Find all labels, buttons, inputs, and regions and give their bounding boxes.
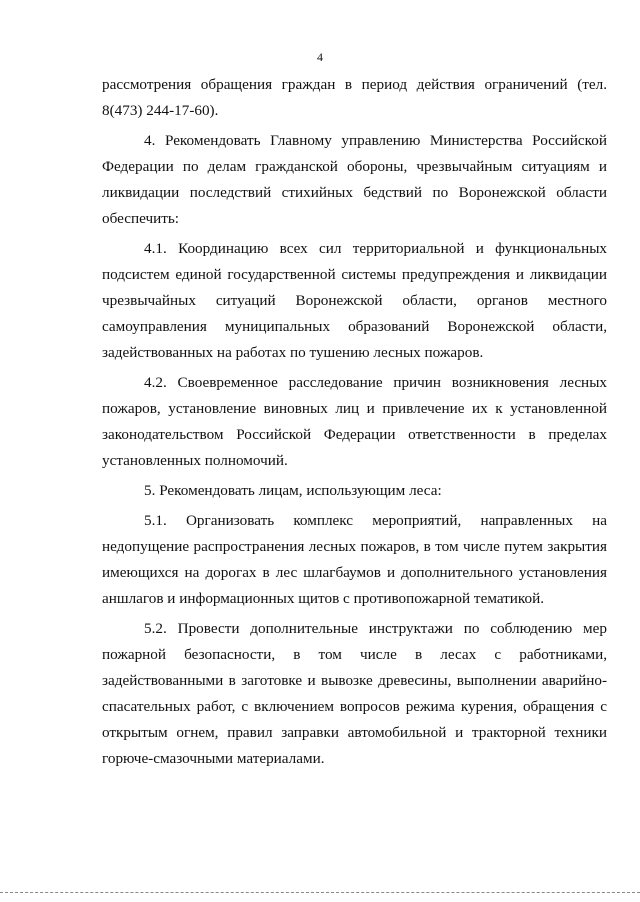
text-line: подсистем единой государственной системы предупреждения и ликвидации xyxy=(102,266,607,283)
text-line: 5. Рекомендовать лицам, использующим леса: xyxy=(144,482,442,499)
paragraph-item-5 xyxy=(102,478,607,504)
text-line: 4.2. Своевременное расследование причин возникновения лесных xyxy=(144,374,607,391)
text-line: обеспечить: xyxy=(102,210,180,227)
text-line: законодательством Российской Федерации ответственности в пределах xyxy=(102,426,607,443)
text-line: задействованных на работах по тушению лесных пожаров. xyxy=(102,344,484,361)
text-line: имеющихся на дорогах в лес шлагбаумов и дополнительного установления xyxy=(102,564,607,581)
text-line: чрезвычайных ситуаций Воронежской области, органов местного xyxy=(102,292,607,309)
text-line: 4.1. Координацию всех сил территориальной и функциональных xyxy=(144,240,607,257)
page-bottom-divider xyxy=(0,892,640,893)
text-line: пожарной безопасности, в том числе в лесах с работниками, xyxy=(102,646,607,663)
paragraph-item-4-1 xyxy=(102,236,607,366)
text-line: спасательных работ, с включением вопросов режима курения, обращения с xyxy=(102,698,607,715)
document-body xyxy=(102,72,607,772)
text-line: 5.1. Организовать комплекс мероприятий, направленных на xyxy=(144,512,607,529)
text-line: пожаров, установление виновных лиц и привлечение их к установленной xyxy=(102,400,607,417)
paragraph-item-5-2 xyxy=(102,616,607,772)
text-line: рассмотрения обращения граждан в период действия ограничений (тел. xyxy=(102,76,607,93)
text-line: Федерации по делам гражданской обороны, чрезвычайным ситуациям и xyxy=(102,158,607,175)
paragraph-item-4-2 xyxy=(102,370,607,474)
text-line: ликвидации последствий стихийных бедствий по Воронежской области xyxy=(102,184,607,201)
paragraph-item-4 xyxy=(102,128,607,232)
text-line: горюче-смазочными материалами. xyxy=(102,750,325,767)
paragraph-item-5-1 xyxy=(102,508,607,612)
text-line: открытым огнем, правил заправки автомобильной и тракторной техники xyxy=(102,724,607,741)
text-line: 5.2. Провести дополнительные инструктажи по соблюдению мер xyxy=(144,620,607,637)
text-line: установленных полномочий. xyxy=(102,452,288,469)
text-line: задействованными в заготовке и вывозке древесины, выполнении аварийно- xyxy=(102,672,607,689)
page-number: 4 xyxy=(317,50,323,64)
text-line: 4. Рекомендовать Главному управлению Министерства Российской xyxy=(144,132,607,149)
text-line: аншлагов и информационных щитов с противопожарной тематикой. xyxy=(102,590,545,607)
text-line: самоуправления муниципальных образований Воронежской области, xyxy=(102,318,607,335)
text-line: 8(473) 244-17-60). xyxy=(102,102,219,119)
text-line: недопущение распространения лесных пожаров, в том числе путем закрытия xyxy=(102,538,607,555)
paragraph-continuation xyxy=(102,72,607,124)
